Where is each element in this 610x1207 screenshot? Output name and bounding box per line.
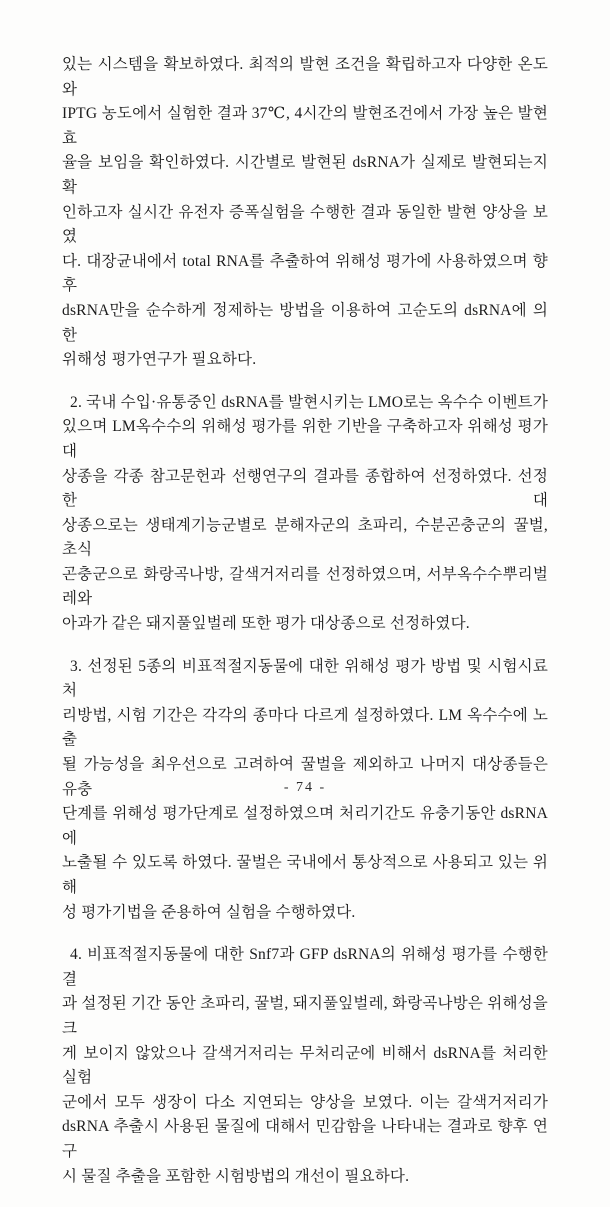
paragraph xyxy=(62,391,548,637)
text-line: 율을 보임을 확인하였다. 시간별로 발현된 dsRNA가 실제로 발현되는지 확 xyxy=(62,154,548,196)
paragraph xyxy=(62,943,548,1189)
text-line: 게 보이지 않았으나 갈색거저리는 무처리군에 비해서 dsRNA를 처리한 실험 xyxy=(62,1044,548,1087)
text-line: dsRNA만을 순수하게 정제하는 방법을 이용하여 고순도의 dsRNA에 의한 xyxy=(62,301,548,344)
text-line: 과 설정된 기간 동안 초파리, 꿀벌, 돼지풀잎벌레, 화랑곡나방은 위해성을 크 xyxy=(62,995,548,1037)
text-line: 성 평가기법을 준용하여 실험을 수행하였다. xyxy=(62,903,356,921)
text-line: 위해성 평가연구가 필요하다. xyxy=(62,351,257,369)
text-line: 리방법, 시험 기간은 각각의 종마다 다르게 설정하였다. LM 옥수수에 노출 xyxy=(62,706,548,749)
text-line: 상종으로는 생태계기능군별로 분해자군의 초파리, 수분곤충군의 꿀벌, 초식 xyxy=(62,516,548,559)
text-line: 될 가능성을 최우선으로 고려하여 꿀벌을 제외하고 나머지 대상종들은 유충 xyxy=(62,756,548,798)
page-number: - 74 - xyxy=(283,780,327,795)
text-line: 노출될 수 있도록 하였다. 꿀벌은 국내에서 통상적으로 사용되고 있는 위해 xyxy=(62,854,548,896)
text-line: 아과가 같은 돼지풀잎벌레 또한 평가 대상종으로 선정하였다. xyxy=(62,615,470,633)
text-line: 시 물질 추출을 포함한 시험방법의 개선이 필요하다. xyxy=(62,1167,410,1185)
text-line: 다. 대장균내에서 total RNA를 추출하여 위해성 평가에 사용하였으며 향후 xyxy=(62,252,548,295)
text-line: 4. 비표적절지동물에 대한 Snf7과 GFP dsRNA의 위해성 평가를 수행한 결 xyxy=(62,946,548,988)
text-line: 인하고자 실시간 유전자 증폭실험을 수행한 결과 동일한 발현 양상을 보였 xyxy=(62,203,548,246)
text-line: 있으며 LM옥수수의 위해성 평가를 위한 기반을 구축하고자 위해성 평가 대 xyxy=(62,418,548,460)
text-line: 있는 시스템을 확보하였다. 최적의 발현 조건을 확립하고자 다양한 온도와 xyxy=(62,56,548,98)
text-line: 3. 선정된 5종의 비표적절지동물에 대한 위해성 평가 방법 및 시험시료 처 xyxy=(62,657,548,700)
text-line: 곤충군으로 화랑곡나방, 갈색거저리를 선정하였으며, 서부옥수수뿌리벌레와 xyxy=(62,565,548,608)
text-line: IPTG 농도에서 실험한 결과 37℃, 4시간의 발현조건에서 가장 높은 발현효 xyxy=(62,105,548,147)
text-line: 단계를 위해성 평가단계로 설정하였으며 처리기간도 유충기동안 dsRNA에 xyxy=(62,805,548,847)
document-body xyxy=(62,53,548,1207)
text-line: 상종을 각종 참고문헌과 선행연구의 결과를 종합하여 선정하였다. 선정한 대 xyxy=(62,467,548,510)
paragraph xyxy=(62,53,548,373)
text-line: 군에서 모두 생장이 다소 지연되는 양상을 보였다. 이는 갈색거저리가 xyxy=(62,1093,548,1111)
text-line: 2. 국내 수입·유통중인 dsRNA를 발현시키는 LMO로는 옥수수 이벤트가 xyxy=(70,393,548,411)
text-line: dsRNA 추출시 사용된 물질에 대해서 민감함을 나타내는 결과로 향후 연구 xyxy=(62,1118,548,1160)
